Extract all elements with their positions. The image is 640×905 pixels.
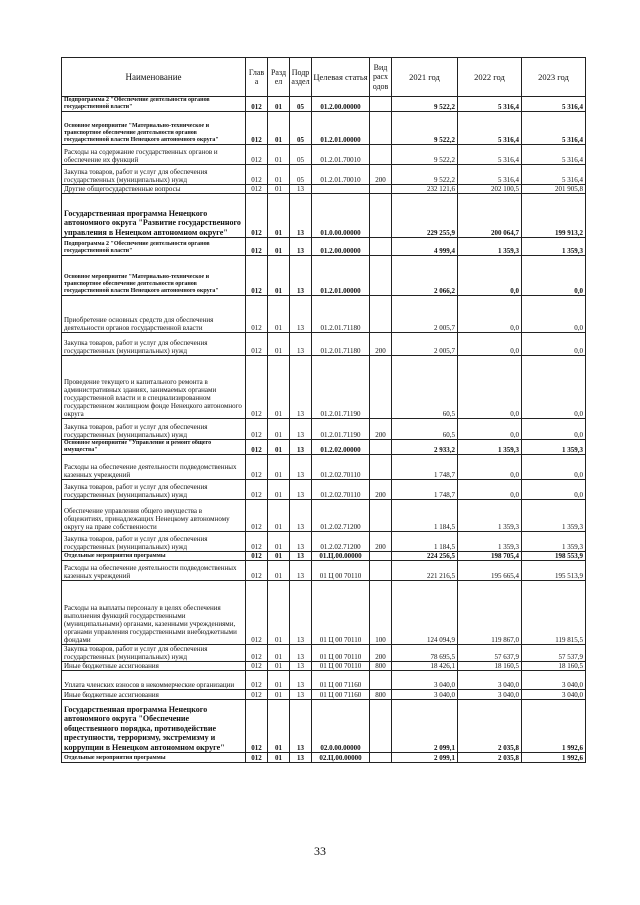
table-cell-razdel: 01 (268, 256, 290, 296)
table-row (62, 753, 586, 763)
table-cell-2021: 3 040,0 (392, 690, 458, 700)
table-cell-razdel: 01 (268, 194, 290, 238)
table-cell-name: Закупка товаров, работ и услуг для обеспечения государственных (муниципальных) нужд (62, 333, 246, 356)
table-cell-vid: 200 (370, 419, 392, 440)
table-cell-glava: 012 (246, 700, 268, 753)
table-cell-glava: 012 (246, 112, 268, 145)
table-cell-2021: 124 094,9 (392, 581, 458, 645)
table-row (62, 662, 586, 671)
table-cell-razdel: 01 (268, 700, 290, 753)
table-cell-target: 01 Ц 00 70110 (312, 645, 370, 662)
table-row (62, 532, 586, 552)
table-cell-2023: 1 359,3 (522, 532, 586, 552)
table-cell-2023: 5 316,4 (522, 97, 586, 112)
table-cell-vid: 200 (370, 645, 392, 662)
table-cell-glava: 012 (246, 97, 268, 112)
table-cell-razdel: 01 (268, 333, 290, 356)
table-cell-target: 01 Ц 00 71160 (312, 671, 370, 690)
header-name: Наименование (62, 58, 246, 97)
table-cell-2023: 0,0 (522, 296, 586, 333)
header-2021: 2021 год (392, 58, 458, 97)
table-cell-glava: 012 (246, 662, 268, 671)
table-cell-target: 01.2.01.00000 (312, 256, 370, 296)
table-cell-vid (370, 97, 392, 112)
table-cell-2021: 224 256,5 (392, 552, 458, 561)
table-row (62, 356, 586, 419)
table-cell-2022: 202 100,5 (458, 185, 522, 194)
table-cell-glava: 012 (246, 356, 268, 419)
table-row (62, 256, 586, 296)
table-cell-glava: 012 (246, 145, 268, 165)
table-cell-podrazdel: 13 (290, 561, 312, 581)
table-cell-podrazdel: 13 (290, 581, 312, 645)
table-cell-2022: 0,0 (458, 333, 522, 356)
table-cell-2022: 2 035,8 (458, 700, 522, 753)
table-cell-2023: 5 316,4 (522, 112, 586, 145)
table-cell-2021: 60,5 (392, 356, 458, 419)
table-cell-podrazdel: 13 (290, 356, 312, 419)
table-cell-name: Закупка товаров, работ и услуг для обеспечения государственных (муниципальных) нужд (62, 419, 246, 440)
table-cell-target: 01.2.01.70010 (312, 145, 370, 165)
table-row (62, 500, 586, 532)
table-row (62, 480, 586, 500)
table-cell-vid: 200 (370, 480, 392, 500)
table-cell-name: Государственная программа Ненецкого автономного округа "Развитие государственного управления в Ненецком автономном округе" (62, 194, 246, 238)
table-cell-podrazdel: 13 (290, 552, 312, 561)
table-cell-podrazdel: 13 (290, 256, 312, 296)
budget-table (61, 57, 586, 763)
table-cell-2021: 9 522,2 (392, 145, 458, 165)
table-cell-podrazdel: 05 (290, 145, 312, 165)
table-cell-target: 01 Ц 00 70110 (312, 662, 370, 671)
table-cell-razdel: 01 (268, 552, 290, 561)
table-cell-name: Расходы на содержание государственных органов и обеспечение их функций (62, 145, 246, 165)
header-glava: Глав а (246, 58, 268, 97)
table-cell-2022: 1 359,3 (458, 532, 522, 552)
table-header-row (62, 58, 586, 97)
table-cell-razdel: 01 (268, 238, 290, 256)
table-cell-podrazdel: 05 (290, 165, 312, 185)
table-cell-target: 01.Ц.00.00000 (312, 552, 370, 561)
table-cell-podrazdel: 13 (290, 500, 312, 532)
table-cell-2023: 1 359,3 (522, 440, 586, 455)
table-cell-vid (370, 700, 392, 753)
table-cell-razdel: 01 (268, 145, 290, 165)
table-row (62, 690, 586, 700)
table-cell-2022: 5 316,4 (458, 165, 522, 185)
table-cell-2022: 18 160,5 (458, 662, 522, 671)
table-cell-podrazdel: 13 (290, 753, 312, 763)
table-cell-vid (370, 194, 392, 238)
table-cell-2022: 57 637,9 (458, 645, 522, 662)
table-cell-2023: 119 815,5 (522, 581, 586, 645)
table-cell-glava: 012 (246, 256, 268, 296)
table-cell-2022: 0,0 (458, 296, 522, 333)
table-cell-name: Проведение текущего и капитального ремонта в административных зданиях, занимаемых органами государственной власти и в специализированном государственном жилищном фонде Ненецкого автономного округа (62, 356, 246, 419)
table-cell-razdel: 01 (268, 753, 290, 763)
table-cell-name: Уплата членских взносов в некоммерческие организации (62, 671, 246, 690)
table-cell-glava: 012 (246, 194, 268, 238)
table-cell-2023: 3 040,0 (522, 671, 586, 690)
table-row (62, 440, 586, 455)
table-cell-vid: 800 (370, 662, 392, 671)
table-cell-vid (370, 552, 392, 561)
table-cell-podrazdel: 13 (290, 194, 312, 238)
table-cell-2021: 232 121,6 (392, 185, 458, 194)
table-row (62, 165, 586, 185)
table-cell-2022: 2 035,8 (458, 753, 522, 763)
table-row (62, 671, 586, 690)
table-cell-name: Другие общегосударственные вопросы (62, 185, 246, 194)
table-cell-name: Отдельные мероприятия программы (62, 753, 246, 763)
table-cell-name: Закупка товаров, работ и услуг для обеспечения государственных (муниципальных) нужд (62, 480, 246, 500)
table-cell-razdel: 01 (268, 532, 290, 552)
table-cell-podrazdel: 13 (290, 662, 312, 671)
table-row (62, 296, 586, 333)
table-cell-podrazdel: 13 (290, 532, 312, 552)
table-cell-name: Основное мероприятие "Управление и ремонт общего имущества" (62, 440, 246, 455)
table-cell-name: Расходы на обеспечение деятельности подведомственных казенных учреждений (62, 561, 246, 581)
table-cell-razdel: 01 (268, 296, 290, 333)
header-vid: Вид расх одов (370, 58, 392, 97)
table-cell-2023: 0,0 (522, 356, 586, 419)
table-cell-name: Закупка товаров, работ и услуг для обеспечения государственных (муниципальных) нужд (62, 165, 246, 185)
table-cell-2021: 2 005,7 (392, 333, 458, 356)
table-cell-target: 01.2.00.00000 (312, 238, 370, 256)
table-cell-vid (370, 238, 392, 256)
table-cell-podrazdel: 13 (290, 185, 312, 194)
table-cell-razdel: 01 (268, 561, 290, 581)
table-cell-target: 01.2.01.71190 (312, 419, 370, 440)
table-cell-razdel: 01 (268, 185, 290, 194)
table-cell-name: Основное мероприятие "Материально-техническое и транспортное обеспечение деятельности органов государственной власти Ненецкого автономного округа" (62, 112, 246, 145)
table-row (62, 112, 586, 145)
table-cell-2023: 0,0 (522, 256, 586, 296)
table-cell-vid (370, 455, 392, 480)
table-cell-2023: 0,0 (522, 455, 586, 480)
table-cell-razdel: 01 (268, 165, 290, 185)
table-cell-2022: 0,0 (458, 480, 522, 500)
table-cell-2021: 229 255,9 (392, 194, 458, 238)
table-cell-2021: 1 748,7 (392, 480, 458, 500)
table-row (62, 97, 586, 112)
table-cell-razdel: 01 (268, 645, 290, 662)
table-cell-2021: 3 040,0 (392, 671, 458, 690)
table-row (62, 455, 586, 480)
table-cell-podrazdel: 05 (290, 97, 312, 112)
table-cell-2022: 0,0 (458, 356, 522, 419)
table-cell-2021: 18 426,1 (392, 662, 458, 671)
table-cell-target: 01.2.01.00000 (312, 112, 370, 145)
table-cell-vid (370, 561, 392, 581)
table-cell-name: Подпрограмма 2 "Обеспечение деятельности органов государственной власти" (62, 97, 246, 112)
table-cell-2022: 1 359,3 (458, 238, 522, 256)
table-cell-target: 01.2.01.71190 (312, 356, 370, 419)
table-cell-glava: 012 (246, 532, 268, 552)
table-cell-name: Расходы на выплаты персоналу в целях обеспечения выполнения функций государственными (муниципальными) органами, казенными учреждениями, органами управления государственными внебюджетными фондами (62, 581, 246, 645)
table-cell-razdel: 01 (268, 690, 290, 700)
table-cell-target (312, 185, 370, 194)
table-cell-target: 02.Ц.00.00000 (312, 753, 370, 763)
header-2022: 2022 год (458, 58, 522, 97)
table-cell-2023: 3 040,0 (522, 690, 586, 700)
table-cell-glava: 012 (246, 645, 268, 662)
table-cell-razdel: 01 (268, 356, 290, 419)
table-cell-razdel: 01 (268, 455, 290, 480)
table-cell-glava: 012 (246, 455, 268, 480)
table-cell-name: Закупка товаров, работ и услуг для обеспечения государственных (муниципальных) нужд (62, 645, 246, 662)
table-cell-target: 01.2.01.70010 (312, 165, 370, 185)
table-cell-2023: 1 992,6 (522, 700, 586, 753)
header-target: Целевая статья (312, 58, 370, 97)
table-cell-glava: 012 (246, 581, 268, 645)
table-cell-vid (370, 440, 392, 455)
table-cell-2021: 2 099,1 (392, 700, 458, 753)
table-cell-target: 01.2.02.71200 (312, 500, 370, 532)
table-cell-target: 01.2.01.71180 (312, 296, 370, 333)
table-cell-podrazdel: 13 (290, 480, 312, 500)
table-cell-podrazdel: 13 (290, 645, 312, 662)
table-cell-razdel: 01 (268, 662, 290, 671)
table-cell-name: Приобретение основных средств для обеспечения деятельности органов государственной власти (62, 296, 246, 333)
table-cell-target: 01.2.02.71200 (312, 532, 370, 552)
table-cell-vid (370, 356, 392, 419)
table-cell-name: Отдельные мероприятия программы (62, 552, 246, 561)
table-cell-2022: 5 316,4 (458, 97, 522, 112)
table-body (62, 97, 586, 763)
table-cell-2022: 5 316,4 (458, 112, 522, 145)
table-cell-2022: 0,0 (458, 419, 522, 440)
table-cell-glava: 012 (246, 480, 268, 500)
table-cell-razdel: 01 (268, 671, 290, 690)
table-cell-2022: 119 867,0 (458, 581, 522, 645)
table-cell-razdel: 01 (268, 419, 290, 440)
table-cell-2023: 5 316,4 (522, 165, 586, 185)
table-cell-glava: 012 (246, 671, 268, 690)
table-cell-2021: 221 216,5 (392, 561, 458, 581)
table-cell-podrazdel: 05 (290, 112, 312, 145)
table-cell-2023: 5 316,4 (522, 145, 586, 165)
header-razdel: Разд ел (268, 58, 290, 97)
table-cell-podrazdel: 13 (290, 419, 312, 440)
table-cell-podrazdel: 13 (290, 690, 312, 700)
table-cell-target: 02.0.00.00000 (312, 700, 370, 753)
table-cell-vid: 200 (370, 532, 392, 552)
table-cell-2023: 199 913,2 (522, 194, 586, 238)
table-cell-glava: 012 (246, 185, 268, 194)
table-cell-glava: 012 (246, 238, 268, 256)
table-cell-podrazdel: 13 (290, 455, 312, 480)
table-cell-name: Расходы на обеспечение деятельности подведомственных казенных учреждений (62, 455, 246, 480)
table-cell-vid: 100 (370, 581, 392, 645)
table-cell-2022: 0,0 (458, 256, 522, 296)
table-cell-name: Закупка товаров, работ и услуг для обеспечения государственных (муниципальных) нужд (62, 532, 246, 552)
table-cell-2022: 3 040,0 (458, 690, 522, 700)
table-cell-podrazdel: 13 (290, 671, 312, 690)
table-cell-name: Иные бюджетные ассигнования (62, 662, 246, 671)
table-cell-vid: 200 (370, 333, 392, 356)
table-cell-glava: 012 (246, 561, 268, 581)
table-cell-razdel: 01 (268, 440, 290, 455)
table-cell-name: Обеспечение управления общего имущества в общежитиях, принадлежащих Ненецкому автономному округу на праве собственности (62, 500, 246, 532)
table-cell-target: 01.2.01.71180 (312, 333, 370, 356)
table-cell-vid (370, 112, 392, 145)
table-cell-2023: 0,0 (522, 480, 586, 500)
table-cell-name: Подпрограмма 2 "Обеспечение деятельности органов государственной власти" (62, 238, 246, 256)
table-cell-glava: 012 (246, 552, 268, 561)
table-cell-vid (370, 185, 392, 194)
table-cell-2022: 0,0 (458, 455, 522, 480)
table-cell-2021: 2 933,2 (392, 440, 458, 455)
table-cell-2021: 9 522,2 (392, 165, 458, 185)
table-cell-2021: 78 695,5 (392, 645, 458, 662)
table-cell-glava: 012 (246, 500, 268, 532)
table-row (62, 194, 586, 238)
table-cell-2022: 200 064,7 (458, 194, 522, 238)
table-cell-vid (370, 256, 392, 296)
table-cell-2023: 198 553,9 (522, 552, 586, 561)
header-podrazdel: Подр аздел (290, 58, 312, 97)
table-cell-2021: 4 999,4 (392, 238, 458, 256)
table-row (62, 333, 586, 356)
table-cell-2023: 0,0 (522, 333, 586, 356)
table-cell-2021: 1 184,5 (392, 532, 458, 552)
table-cell-2023: 1 359,3 (522, 500, 586, 532)
table-cell-2023: 18 160,5 (522, 662, 586, 671)
table-cell-2021: 9 522,2 (392, 97, 458, 112)
table-row (62, 552, 586, 561)
table-row (62, 581, 586, 645)
table-cell-2023: 1 359,3 (522, 238, 586, 256)
table-row (62, 700, 586, 753)
table-cell-glava: 012 (246, 419, 268, 440)
table-cell-2022: 198 705,4 (458, 552, 522, 561)
table-cell-2023: 57 537,9 (522, 645, 586, 662)
table-cell-2021: 60,5 (392, 419, 458, 440)
table-cell-name: Иные бюджетные ассигнования (62, 690, 246, 700)
table-cell-glava: 012 (246, 440, 268, 455)
table-cell-target: 01 Ц 00 71160 (312, 690, 370, 700)
table-cell-razdel: 01 (268, 480, 290, 500)
table-cell-podrazdel: 13 (290, 700, 312, 753)
table-row (62, 419, 586, 440)
table-cell-2022: 195 665,4 (458, 561, 522, 581)
table-cell-podrazdel: 13 (290, 296, 312, 333)
table-row (62, 561, 586, 581)
table-cell-2022: 3 040,0 (458, 671, 522, 690)
table-cell-target: 01 Ц 00 70110 (312, 581, 370, 645)
table-cell-2021: 9 522,2 (392, 112, 458, 145)
table-cell-vid: 200 (370, 165, 392, 185)
table-cell-glava: 012 (246, 333, 268, 356)
table-cell-vid (370, 671, 392, 690)
table-cell-2021: 2 066,2 (392, 256, 458, 296)
table-cell-2022: 1 359,3 (458, 440, 522, 455)
table-cell-2022: 5 316,4 (458, 145, 522, 165)
table-cell-razdel: 01 (268, 581, 290, 645)
table-cell-target: 01.2.02.70110 (312, 480, 370, 500)
table-cell-2023: 1 992,6 (522, 753, 586, 763)
header-2023: 2023 год (522, 58, 586, 97)
table-cell-target: 01.2.02.00000 (312, 440, 370, 455)
table-cell-2021: 1 184,5 (392, 500, 458, 532)
table-cell-razdel: 01 (268, 97, 290, 112)
table-cell-2021: 2 005,7 (392, 296, 458, 333)
table-cell-vid (370, 296, 392, 333)
table-cell-2021: 2 099,1 (392, 753, 458, 763)
table-cell-glava: 012 (246, 753, 268, 763)
page-number: 33 (314, 844, 326, 858)
table-cell-target: 01 Ц 00 70110 (312, 561, 370, 581)
table-cell-name: Основное мероприятие "Материально-техническое и транспортное обеспечение деятельности органов государственной власти Ненецкого автономного округа" (62, 256, 246, 296)
table-cell-razdel: 01 (268, 500, 290, 532)
table-cell-vid (370, 500, 392, 532)
table-cell-target: 01.2.02.70110 (312, 455, 370, 480)
table-row (62, 238, 586, 256)
table-cell-target: 01.2.00.00000 (312, 97, 370, 112)
table-cell-podrazdel: 13 (290, 238, 312, 256)
table-row (62, 645, 586, 662)
table-cell-2023: 195 513,9 (522, 561, 586, 581)
table-cell-razdel: 01 (268, 112, 290, 145)
table-cell-2023: 0,0 (522, 419, 586, 440)
table-cell-vid: 800 (370, 690, 392, 700)
table-cell-podrazdel: 13 (290, 440, 312, 455)
table-cell-2022: 1 359,3 (458, 500, 522, 532)
table-cell-vid (370, 145, 392, 165)
table-cell-2023: 201 905,8 (522, 185, 586, 194)
table-cell-glava: 012 (246, 165, 268, 185)
table-row (62, 185, 586, 194)
table-cell-glava: 012 (246, 296, 268, 333)
table-row (62, 145, 586, 165)
table-cell-name: Государственная программа Ненецкого автономного округа "Обеспечение общественного порядка, противодействие преступности, терроризму, экстремизму и коррупции в Ненецком автономном округе" (62, 700, 246, 753)
table-cell-podrazdel: 13 (290, 333, 312, 356)
table-cell-glava: 012 (246, 690, 268, 700)
table-cell-2021: 1 748,7 (392, 455, 458, 480)
table-cell-vid (370, 753, 392, 763)
table-cell-target: 01.0.00.00000 (312, 194, 370, 238)
